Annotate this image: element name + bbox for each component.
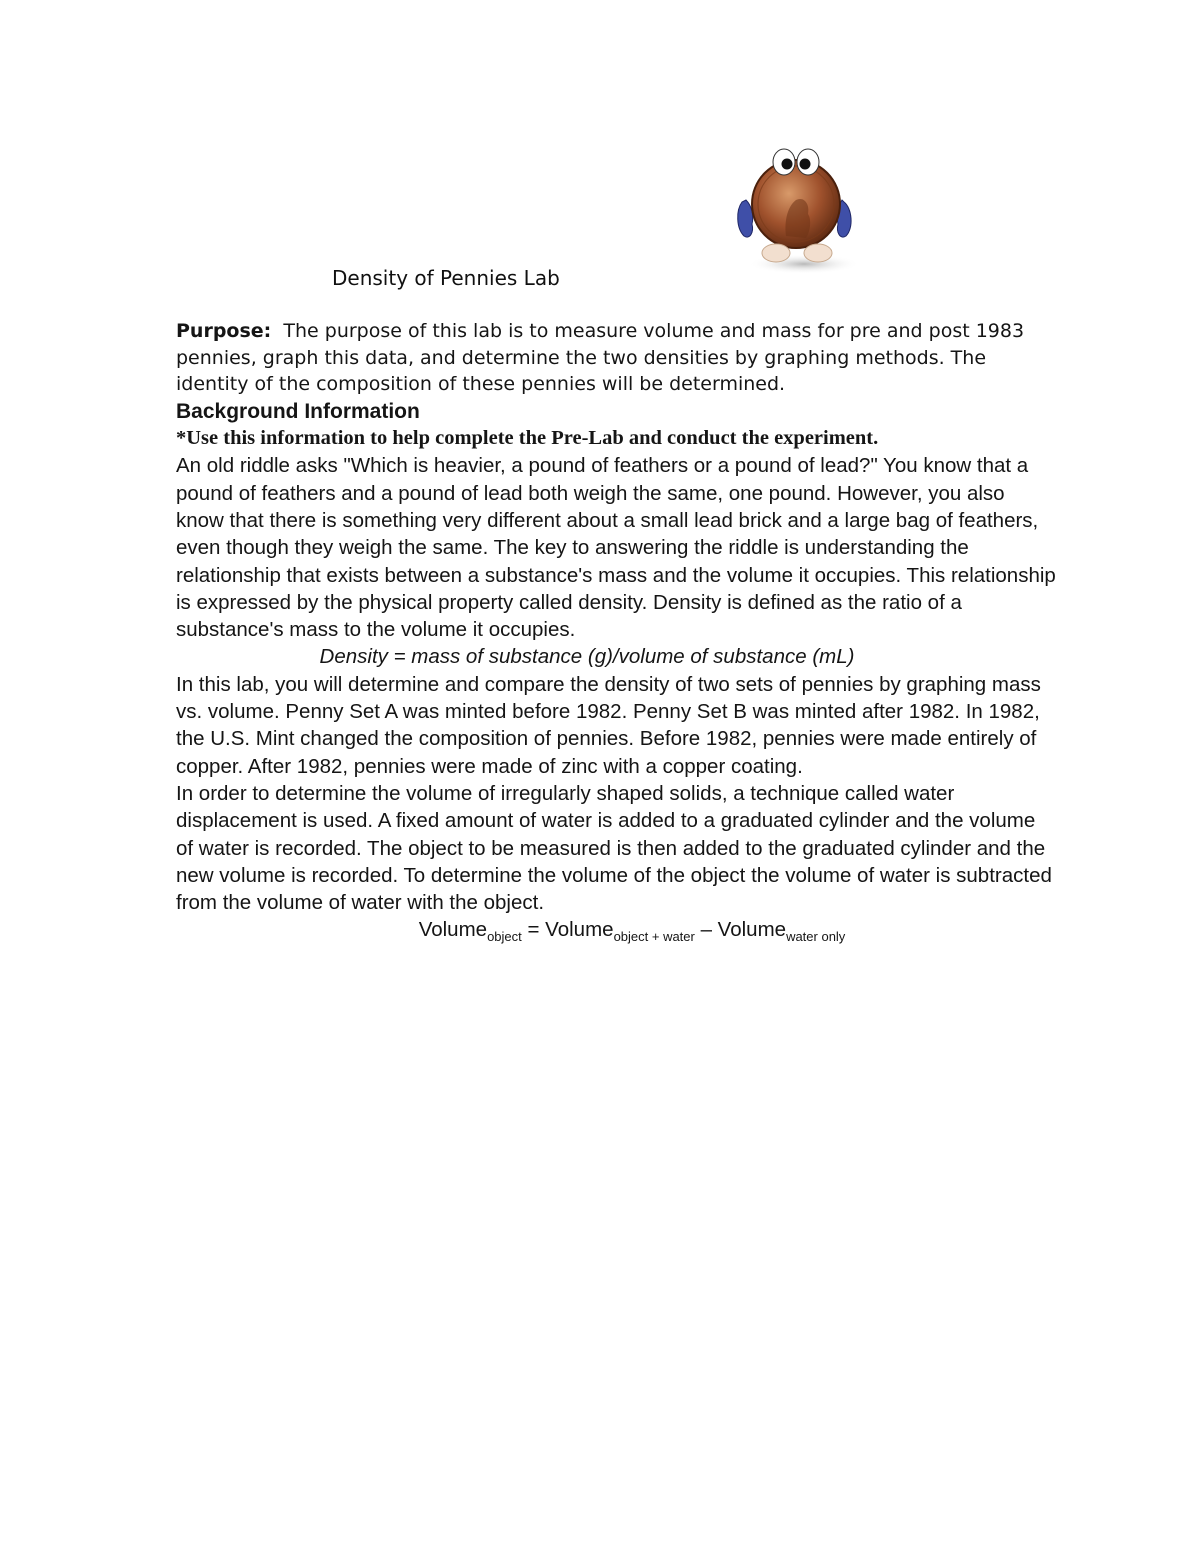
document-title: Density of Pennies Lab	[332, 266, 560, 290]
left-foot-icon	[762, 244, 790, 262]
volume-formula	[176, 916, 1056, 943]
document-body	[176, 318, 1056, 944]
volume-sub-2: object + water	[613, 929, 695, 945]
penny-mascot-illustration	[732, 140, 862, 275]
background-paragraph-1: An old riddle asks "Which is heavier, a pound of feathers or a pound of lead?" You know that a pound of feathers and a pound of lead both weigh the same, one pound. However, you also know that there is something very different about a small lead brick and a large bag of feathers, even though they weigh the same. The key to answering the riddle is understanding the relationship that exists between a substance's mass and the volume it occupies. This relationship is expressed by the physical property called density. Density is defined as the ratio of a substance's mass to the volume it occupies.	[176, 454, 1056, 642]
density-formula: Density = mass of substance (g)/volume of substance (mL)	[319, 645, 855, 669]
volume-term-2: Volume	[545, 918, 614, 942]
background-paragraph-3: In order to determine the volume of irregularly shaped solids, a technique called water displacement is used. A fixed amount of water is added to a graduated cylinder and the volume of water is recorded. The object to be measured is then added to the graduated cylinder and the new volume is recorded. To determine the volume of the object the volume of water is subtracted from the volume of water with the object.	[176, 781, 1052, 915]
volume-term-1: Volume	[418, 918, 488, 942]
purpose-text: The purpose of this lab is to measure volume and mass for pre and post 1983 pennies, graph this data, and determine the two densities by graphing methods. The identity of the composition of these pennies will be determined.	[176, 320, 1025, 396]
background-paragraph-2: In this lab, you will determine and compare the density of two sets of pennies by graphing mass vs. volume. Penny Set A was minted before 1982. Penny Set B was minted after 1982. In 1982, the U.S. Mint changed the composition of pennies. Before 1982, pennies were made entirely of copper. After 1982, pennies were made of zinc with a copper coating.	[176, 672, 1041, 778]
purpose-label: Purpose:	[176, 320, 272, 342]
purpose-paragraph	[176, 318, 1056, 398]
left-hand-icon	[738, 200, 753, 237]
volume-term-3: Volume	[717, 918, 787, 942]
volume-sub-1: object	[487, 929, 522, 945]
background-note: *Use this information to help complete the Pre-Lab and conduct the experiment.	[176, 427, 879, 450]
equals-sign: =	[527, 918, 540, 942]
volume-sub-3: water only	[786, 929, 846, 945]
background-heading: Background Information	[176, 399, 420, 423]
right-foot-icon	[804, 244, 832, 262]
minus-sign: –	[700, 918, 712, 942]
